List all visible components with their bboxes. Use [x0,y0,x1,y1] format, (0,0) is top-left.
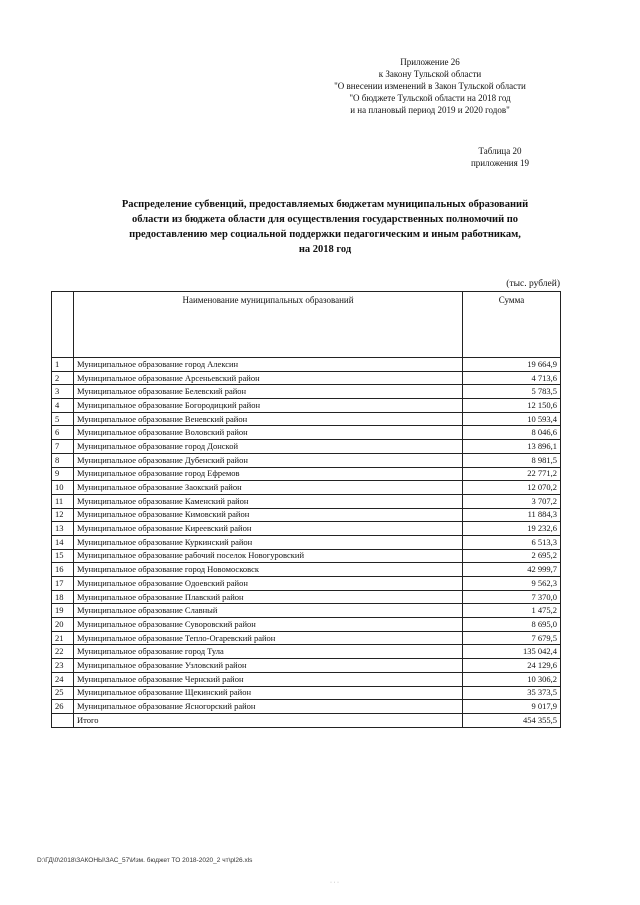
row-name: Муниципальное образование Щекинский район [74,686,463,700]
row-number: 7 [52,440,74,454]
table-row [52,440,561,454]
row-number: 5 [52,412,74,426]
total-num [52,713,74,727]
row-sum: 42 999,7 [463,563,561,577]
table-row [52,686,561,700]
row-sum: 4 713,6 [463,371,561,385]
row-sum: 6 513,3 [463,535,561,549]
subsidy-table [51,291,561,728]
appendix-line: и на плановый период 2019 и 2020 годов" [350,105,510,115]
row-number: 23 [52,659,74,673]
row-name: Муниципальное образование Богородицкий район [74,399,463,413]
row-sum: 8 981,5 [463,453,561,467]
units-label: (тыс. рублей) [506,279,560,289]
row-number: 12 [52,508,74,522]
table-body [52,358,561,728]
row-name: Муниципальное образование Ясногорский район [74,700,463,714]
row-sum: 12 070,2 [463,481,561,495]
total-sum: 454 355,5 [463,713,561,727]
row-name: Муниципальное образование Куркинский район [74,535,463,549]
row-name: Муниципальное образование Арсеньевский район [74,371,463,385]
table-row [52,453,561,467]
title-line: на 2018 год [298,244,352,255]
row-number: 16 [52,563,74,577]
row-sum: 12 150,6 [463,399,561,413]
appendix-line: Приложение 26 [400,57,460,67]
table-row [52,494,561,508]
table-header-row [52,292,561,358]
table-row [52,563,561,577]
table-row [52,467,561,481]
row-name: Муниципальное образование город Тула [74,645,463,659]
row-name: Муниципальное образование Киреевский район [74,522,463,536]
table-row [52,618,561,632]
row-number: 25 [52,686,74,700]
row-sum: 24 129,6 [463,659,561,673]
title-line: предоставлению мер социальной поддержки педагогическим и иным работникам, [129,229,521,240]
row-name: Муниципальное образование Веневский район [74,412,463,426]
row-number: 19 [52,604,74,618]
column-header-sum: Сумма [463,292,561,358]
table-row [52,399,561,413]
title-line: Распределение субвенций, предоставляемых бюджетам муниципальных образований [121,199,529,210]
table-row [52,672,561,686]
row-sum: 35 373,5 [463,686,561,700]
row-sum: 22 771,2 [463,467,561,481]
scan-specks: · · · [330,880,339,886]
row-name: Муниципальное образование город Донской [74,440,463,454]
row-name: Муниципальное образование город Ефремов [74,467,463,481]
row-number: 14 [52,535,74,549]
row-number: 20 [52,618,74,632]
row-name: Муниципальное образование рабочий поселок Новогуровский [74,549,463,563]
row-name: Муниципальное образование Кимовский район [74,508,463,522]
row-number: 3 [52,385,74,399]
row-number: 24 [52,672,74,686]
row-number: 26 [52,700,74,714]
total-name: Итого [74,713,463,727]
file-path-footer: D:\ГД\0\2018\ЗАКОНЫ\ЗАС_57\Изм. бюджет ТО 2018-2020_2 чт\pl26.xls [37,857,253,864]
row-number: 6 [52,426,74,440]
row-sum: 8 695,0 [463,618,561,632]
table-row [52,412,561,426]
row-sum: 9 017,9 [463,700,561,714]
table-row [52,549,561,563]
appendix-header [300,56,560,116]
row-number: 4 [52,399,74,413]
table-row [52,371,561,385]
row-sum: 7 679,5 [463,631,561,645]
table-row [52,426,561,440]
row-number: 21 [52,631,74,645]
row-number: 9 [52,467,74,481]
row-name: Муниципальное образование Суворовский район [74,618,463,632]
row-sum: 9 562,3 [463,577,561,591]
column-header-number [52,292,74,358]
table-ref-line: Таблица 20 [478,146,522,156]
table-row [52,508,561,522]
title-line: области из бюджета области для осуществления государственных полномочий по [131,214,519,225]
row-name: Муниципальное образование Плавский район [74,590,463,604]
row-name: Муниципальное образование Одоевский район [74,577,463,591]
row-number: 11 [52,494,74,508]
document-title [60,197,590,257]
appendix-line: "О бюджете Тульской области на 2018 год [349,93,511,103]
row-number: 8 [52,453,74,467]
row-name: Муниципальное образование Дубенский район [74,453,463,467]
row-number: 1 [52,358,74,372]
row-number: 18 [52,590,74,604]
table-row [52,590,561,604]
table-row [52,481,561,495]
row-name: Муниципальное образование Воловский район [74,426,463,440]
total-row [52,713,561,727]
row-name: Муниципальное образование Заокский район [74,481,463,495]
table-ref-line: приложения 19 [470,158,530,168]
row-name: Муниципальное образование Каменский район [74,494,463,508]
row-name: Муниципальное образование город Новомосковск [74,563,463,577]
row-sum: 2 695,2 [463,549,561,563]
table-row [52,659,561,673]
table-row [52,577,561,591]
appendix-line: к Закону Тульской области [378,69,482,79]
table-row [52,604,561,618]
row-sum: 7 370,0 [463,590,561,604]
row-sum: 19 664,9 [463,358,561,372]
row-name: Муниципальное образование Белевский район [74,385,463,399]
table-row [52,645,561,659]
row-name: Муниципальное образование Тепло-Огаревский район [74,631,463,645]
table-row [52,700,561,714]
row-name: Муниципальное образование Славный [74,604,463,618]
table-row [52,631,561,645]
table-row [52,358,561,372]
row-sum: 1 475,2 [463,604,561,618]
row-sum: 13 896,1 [463,440,561,454]
row-sum: 3 707,2 [463,494,561,508]
table-row [52,535,561,549]
column-header-name: Наименование муниципальных образований [74,292,463,358]
row-number: 10 [52,481,74,495]
row-number: 22 [52,645,74,659]
table-reference [430,145,570,169]
row-number: 17 [52,577,74,591]
row-number: 13 [52,522,74,536]
row-sum: 10 593,4 [463,412,561,426]
row-sum: 19 232,6 [463,522,561,536]
row-name: Муниципальное образование Узловский район [74,659,463,673]
table-row [52,385,561,399]
appendix-line: "О внесении изменений в Закон Тульской области [334,81,526,91]
row-sum: 135 042,4 [463,645,561,659]
row-sum: 10 306,2 [463,672,561,686]
row-sum: 5 783,5 [463,385,561,399]
row-sum: 11 884,3 [463,508,561,522]
table-row [52,522,561,536]
row-sum: 8 046,6 [463,426,561,440]
row-number: 15 [52,549,74,563]
row-name: Муниципальное образование город Алексин [74,358,463,372]
row-number: 2 [52,371,74,385]
row-name: Муниципальное образование Чернский район [74,672,463,686]
